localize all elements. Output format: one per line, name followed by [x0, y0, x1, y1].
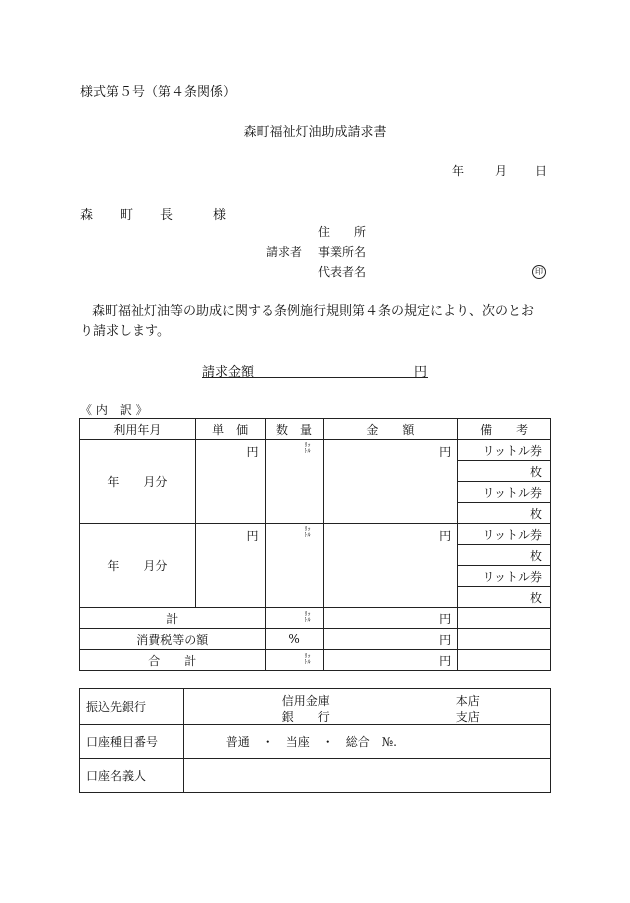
- bank-shiten-label: 支店: [455, 710, 480, 724]
- bank-row: [80, 689, 551, 725]
- form-number: 様式第５号（第４条関係）: [80, 85, 237, 100]
- tax-percent: %: [288, 632, 300, 646]
- unit-price-2-cell[interactable]: [195, 524, 265, 608]
- grand-total-label: 合 計: [80, 650, 266, 671]
- addressee-town: 町: [120, 208, 134, 223]
- amount-1-yen: 円: [439, 445, 452, 459]
- document-title: 森町福祉灯油助成請求書: [243, 125, 387, 140]
- subtotal-amount-cell[interactable]: [323, 608, 458, 629]
- quantity-1-cell[interactable]: [265, 440, 323, 524]
- account-type-row: [80, 725, 551, 759]
- amount-2-cell[interactable]: [323, 524, 458, 608]
- remarks-2-sheets-a[interactable]: 枚: [458, 545, 551, 566]
- account-type-options: 普通 ・ 当座 ・ 総合 №.: [225, 735, 397, 749]
- amount-1-cell[interactable]: [323, 440, 458, 524]
- header-amount: 金 額: [323, 419, 458, 440]
- date-month-label: 月: [495, 164, 508, 178]
- month-2-cell[interactable]: [80, 524, 196, 608]
- subtotal-yen: 円: [439, 611, 452, 626]
- remarks-1-sheets-a[interactable]: 枚: [458, 461, 551, 482]
- subtotal-quantity-cell[interactable]: [265, 608, 323, 629]
- seal-icon: 印: [532, 265, 546, 279]
- header-unit-price: 単 価: [195, 419, 265, 440]
- tax-amount-cell[interactable]: [323, 629, 458, 650]
- tax-label: 消費税等の額: [80, 629, 266, 650]
- representative-label: 代表者名: [318, 265, 367, 279]
- requester-label: 請求者: [266, 245, 303, 259]
- body-text-line-2: り請求します。: [80, 324, 170, 339]
- date-day-label: 日: [535, 164, 548, 178]
- quantity-1-liter: ﾘｯﾄﾙ: [304, 442, 311, 455]
- header-quantity: 数 量: [265, 419, 323, 440]
- subtotal-label: 計: [80, 608, 266, 629]
- tax-rate-cell[interactable]: [265, 629, 323, 650]
- tax-row: [80, 629, 551, 650]
- grand-total-row: [80, 650, 551, 671]
- month-1-cell[interactable]: [80, 440, 196, 524]
- addressee-chief: 長: [160, 208, 174, 223]
- grand-total-amount-cell[interactable]: [323, 650, 458, 671]
- account-holder-label: 口座名義人: [80, 759, 184, 793]
- body-text-line-1: 森町福祉灯油等の助成に関する条例施行規則第４条の規定により、次のとお: [92, 304, 535, 319]
- remarks-2-ticket-a[interactable]: リットル券: [458, 524, 551, 545]
- month-2-label: 年 月分: [107, 559, 168, 573]
- grand-total-yen: 円: [439, 653, 452, 668]
- claim-amount-unit: 円: [414, 365, 428, 380]
- unit-price-1-yen: 円: [246, 445, 259, 459]
- addressee-honorific: 様: [213, 208, 227, 223]
- remarks-1-ticket-b[interactable]: リットル券: [458, 482, 551, 503]
- unit-price-2-yen: 円: [246, 529, 259, 543]
- bank-honten-label: 本店: [455, 694, 480, 708]
- amount-2-yen: 円: [439, 529, 452, 543]
- table-row: [80, 524, 551, 545]
- bank-ginko-label: 銀 行: [281, 710, 330, 724]
- bank-table: [79, 688, 551, 793]
- account-type-cell[interactable]: [183, 725, 550, 759]
- account-holder-row: [80, 759, 551, 793]
- bank-label: 振込先銀行: [80, 689, 184, 725]
- address-label: 住 所: [318, 225, 367, 239]
- subtotal-remarks-cell[interactable]: [458, 608, 551, 629]
- remarks-1-sheets-b[interactable]: 枚: [458, 503, 551, 524]
- bank-shinkin-label: 信用金庫: [281, 694, 330, 708]
- seal-mark: [532, 263, 546, 279]
- bank-name-cell[interactable]: [183, 689, 550, 725]
- account-type-label: 口座種目番号: [80, 725, 184, 759]
- account-holder-cell[interactable]: [183, 759, 550, 793]
- subtotal-liter: ﾘｯﾄﾙ: [304, 611, 311, 624]
- month-1-label: 年 月分: [107, 475, 168, 489]
- tax-yen: 円: [439, 632, 452, 647]
- date-year-label: 年: [452, 164, 465, 178]
- claim-amount-label: 請求金額: [202, 365, 255, 380]
- quantity-2-cell[interactable]: [265, 524, 323, 608]
- subtotal-row: [80, 608, 551, 629]
- addressee-place: 森: [80, 208, 94, 223]
- breakdown-label: 《 内 訳 》: [80, 403, 148, 417]
- grand-total-remarks-cell[interactable]: [458, 650, 551, 671]
- quantity-2-liter: ﾘｯﾄﾙ: [304, 526, 311, 539]
- tax-remarks-cell[interactable]: [458, 629, 551, 650]
- remarks-2-sheets-b[interactable]: 枚: [458, 587, 551, 608]
- header-remarks: 備 考: [458, 419, 551, 440]
- grand-total-quantity-cell[interactable]: [265, 650, 323, 671]
- remarks-2-ticket-b[interactable]: リットル券: [458, 566, 551, 587]
- remarks-1-ticket-a[interactable]: リットル券: [458, 440, 551, 461]
- table-row: [80, 440, 551, 461]
- grand-total-liter: ﾘｯﾄﾙ: [304, 653, 311, 666]
- office-name-label: 事業所名: [318, 245, 367, 259]
- unit-price-1-cell[interactable]: [195, 440, 265, 524]
- claim-amount-underline: [202, 377, 428, 378]
- breakdown-table: [79, 418, 551, 671]
- table-header-row: [80, 419, 551, 440]
- header-usage-month: 利用年月: [80, 419, 196, 440]
